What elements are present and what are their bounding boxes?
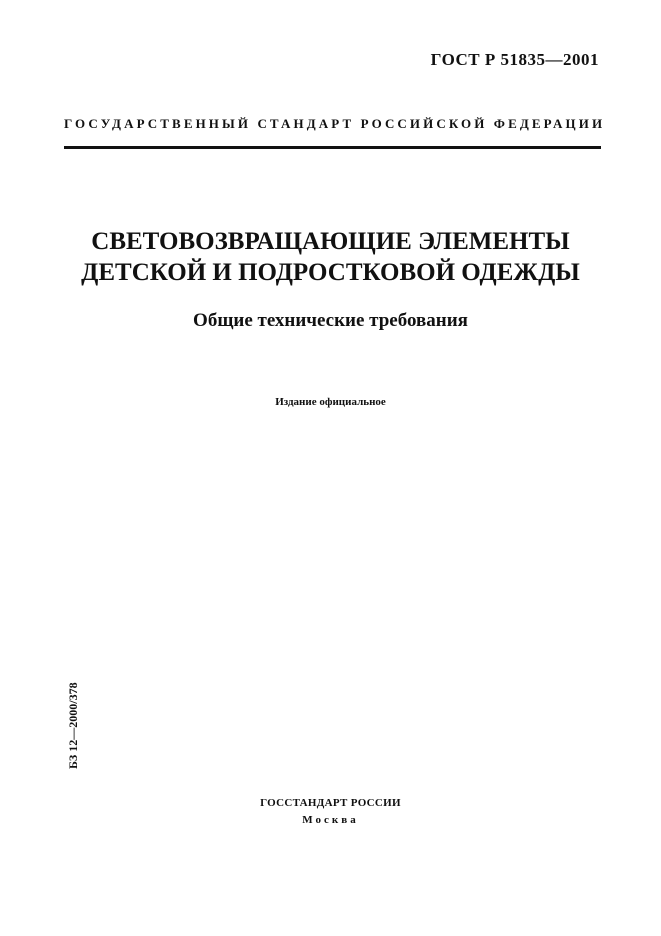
document-number: ГОСТ Р 51835—2001 bbox=[430, 50, 599, 69]
main-title bbox=[0, 226, 661, 288]
main-title-line-2: ДЕТСКОЙ И ПОДРОСТКОВОЙ ОДЕЖДЫ bbox=[81, 259, 580, 286]
side-registration-code: БЗ 12—2000/378 bbox=[66, 682, 80, 769]
subtitle: Общие технические требования bbox=[193, 310, 468, 331]
header-divider bbox=[64, 146, 601, 149]
publisher-city: Москва bbox=[302, 814, 359, 826]
publisher-name: ГОССТАНДАРТ РОССИИ bbox=[260, 797, 401, 809]
edition-note: Издание официальное bbox=[275, 396, 386, 408]
main-title-line-1: СВЕТОВОЗВРАЩАЮЩИЕ ЭЛЕМЕНТЫ bbox=[91, 228, 570, 255]
standard-type-header: ГОСУДАРСТВЕННЫЙ СТАНДАРТ РОССИЙСКОЙ ФЕДЕРАЦИИ bbox=[64, 116, 606, 131]
